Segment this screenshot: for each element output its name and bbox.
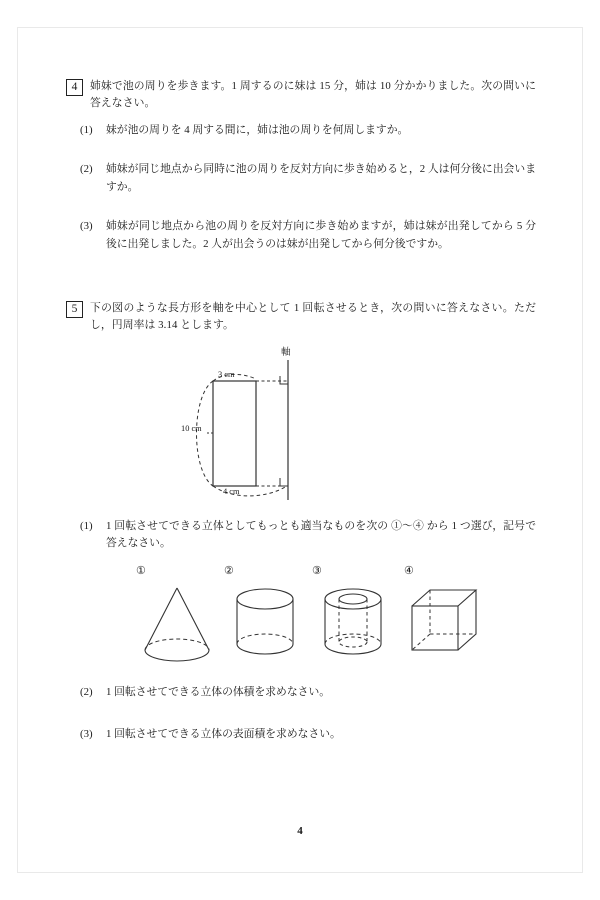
choice-1[interactable] [130, 566, 225, 671]
problem-5-sub-1-wrap [66, 518, 536, 553]
problem-4 [66, 78, 536, 253]
choice-2[interactable] [218, 566, 313, 671]
problem-5-sub-3-label: (3) [80, 728, 93, 740]
right-angle-mark-top [280, 376, 288, 384]
problem-5-number: 5 [66, 301, 83, 318]
problem-5-sub-3 [80, 726, 536, 743]
cylinder-icon [224, 582, 306, 673]
hollow-cylinder-icon [312, 582, 394, 673]
choice-4-number: ④ [404, 565, 414, 577]
problem-4-header [66, 78, 536, 113]
rotation-arc-left [197, 381, 214, 486]
problem-5-stem: 下の図のような長方形を軸を中心として 1 回転させるとき，次の問いに答えなさい。ただし，円周率は 3.14 とします。 [90, 302, 536, 332]
problem-5-sub-1 [80, 518, 536, 553]
problem-5-sub-2-text: 1 回転させてできる立体の体積を求めなさい。 [106, 686, 331, 698]
problem-4-number: 4 [66, 79, 83, 96]
problem-4-sub-1-label: (1) [80, 123, 93, 136]
choice-3[interactable] [306, 566, 401, 671]
top-gap-label: 3 cm [218, 370, 235, 379]
right-angle-mark-bottom [280, 478, 288, 486]
problem-4-sub-3 [80, 218, 536, 253]
bottom-gap-label: 4 cm [223, 487, 240, 496]
rotation-figure-svg [185, 348, 325, 508]
answer-choices [130, 566, 530, 671]
choice-1-number: ① [136, 565, 146, 577]
height-label: 10 cm [181, 424, 202, 433]
page-number: 4 [297, 825, 303, 837]
problem-5-sub-3-text: 1 回転させてできる立体の表面積を求めなさい。 [106, 728, 341, 740]
problem-5-sub-2-wrap [66, 684, 536, 701]
cube-icon [404, 582, 486, 673]
cone-icon [136, 582, 218, 673]
axis-label: 軸 [281, 347, 291, 358]
rotation-figure [181, 347, 325, 508]
problem-4-sub-1-text: 妹が池の周りを 4 周する間に，姉は池の周りを何周しますか。 [106, 123, 409, 136]
problem-4-sub-2 [80, 161, 536, 196]
choice-3-number: ③ [312, 565, 322, 577]
problem-4-sub-1 [80, 122, 536, 139]
problem-5-sub-1-label: (1) [80, 520, 93, 532]
problem-4-stem: 姉妹で池の周りを歩きます。1 周するのに妹は 15 分，姉は 10 分かかりました。次の問いに答えなさい。 [90, 80, 536, 110]
problem-4-sub-3-text: 姉妹が同じ地点から池の周りを反対方向に歩き始めますが，姉は妹が出発してから 5 分後に出発しました。2 人が出会うのは妹が出発してから何分後ですか。 [106, 220, 536, 250]
problem-5-sub-2 [80, 684, 536, 701]
problem-5-header [66, 300, 536, 335]
rectangle-shape [213, 381, 256, 486]
problem-4-sub-3-label: (3) [80, 220, 93, 233]
choice-4[interactable] [398, 566, 493, 671]
problem-5-sub-2-label: (2) [80, 686, 93, 698]
problem-5-sub-3-wrap [66, 726, 536, 743]
problem-4-sub-2-label: (2) [80, 163, 93, 176]
choice-2-number: ② [224, 565, 234, 577]
problem-5 [66, 300, 536, 335]
problem-5-sub-1-text: 1 回転させてできる立体としてもっとも適当なものを次の ①〜④ から 1 つ選び，記号で答えなさい。 [106, 520, 536, 550]
problem-4-sub-2-text: 姉妹が同じ地点から同時に池の周りを反対方向に歩き始めると，2 人は何分後に出会いますか。 [106, 163, 536, 193]
